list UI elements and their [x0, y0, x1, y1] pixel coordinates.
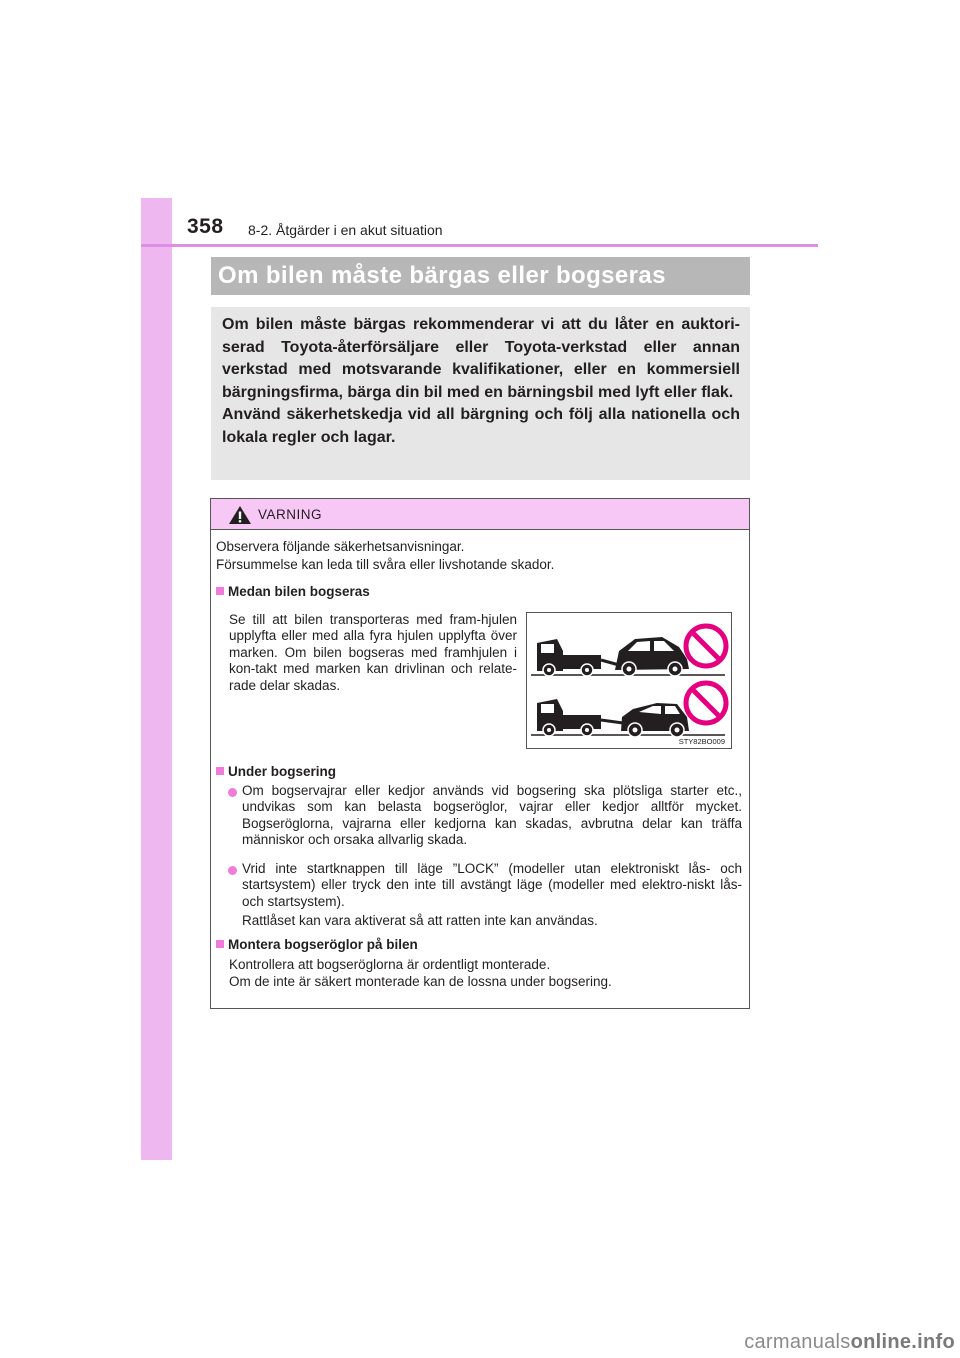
square-bullet-icon — [216, 767, 224, 775]
page-number: 358 — [187, 215, 224, 238]
tow-eyelets-line-1: Kontrollera att bogseröglorna är ordentligt monterade. — [229, 957, 551, 972]
header-rule — [141, 244, 818, 247]
watermark-part-1: carmanuals — [744, 1331, 851, 1353]
towing-illustration — [526, 612, 732, 749]
section-label: 8-2. Åtgärder i en akut situation — [248, 222, 443, 238]
warning-intro-line-2: Försummelse kan leda till svåra eller livshotande skador. — [216, 557, 555, 572]
section-heading-text: Medan bilen bogseras — [228, 584, 370, 599]
bullet-dot-icon — [228, 866, 237, 875]
page-title: Om bilen måste bärgas eller bogseras — [211, 257, 750, 295]
bullet-tow-cables: Om bogservajrar eller kedjor används vid bogsering ska plötsliga starter etc., undvikas som kan belasta bogseröglor, vajrar eller kedjor alltför mycket. Bogseröglorna, vajrarna eller kedjorna kan skadas, avbrutna delar kan träffa människor och orsaka allvarlig skada. — [242, 783, 742, 848]
tow-eyelets-line-2: Om de inte är säkert monterade kan de lossna under bogsering. — [229, 974, 612, 989]
section-heading-during-towing — [216, 764, 336, 779]
square-bullet-icon — [216, 940, 224, 948]
section-heading-text: Under bogsering — [228, 764, 337, 779]
section-heading-towing — [216, 584, 370, 599]
intro-paragraph-2: Använd säkerhetskedja vid all bärgning och följ alla nationella och lokala regler och lagar. — [222, 406, 740, 446]
chapter-side-tab — [141, 198, 172, 1160]
warning-header — [211, 499, 749, 530]
towing-instructions: Se till att bilen transporteras med fram-hjulen upplyfta eller med alla fyra hjulen upplyfta över marken. Om bilen bogseras med framhjulen i kon-takt med marken kan drivlinan och relate-rade delar skadas. — [229, 612, 517, 693]
warning-label: VARNING — [258, 507, 323, 522]
section-heading-text: Montera bogseröglor på bilen — [228, 937, 418, 952]
square-bullet-icon — [216, 587, 224, 595]
intro-box — [211, 307, 750, 480]
watermark — [744, 1331, 955, 1354]
tow-truck-illustration — [527, 613, 733, 750]
bullet-steering-lock: Rattlåset kan vara aktiverat så att ratten inte kan användas. — [242, 913, 598, 928]
warning-intro-line-1: Observera följande säkerhetsanvisningar. — [216, 539, 465, 554]
bullet-start-button: Vrid inte startknappen till läge ”LOCK” (modeller utan elektroniskt lås- och startsystem) eller tryck den inte till avstängt läge (modeller med elektro-niskt lås- och startsystem). — [242, 861, 742, 909]
section-heading-tow-eyelets — [216, 937, 418, 952]
warning-box — [210, 498, 750, 1009]
watermark-part-2: online.info — [850, 1331, 955, 1353]
intro-paragraph-1: Om bilen måste bärgas rekommenderar vi att du låter en auktori-serad Toyota-återförsäljare eller Toyota-verkstad eller annan verkstad med motsvarande kvalifikationer, eller en kommersiell bärgningsfirma, bärga din bil med en bärningsbil med lyft eller flak. — [222, 316, 740, 401]
warning-triangle-icon — [228, 505, 252, 525]
bullet-dot-icon — [228, 788, 237, 797]
figure-code: STY82BO009 — [678, 737, 725, 746]
